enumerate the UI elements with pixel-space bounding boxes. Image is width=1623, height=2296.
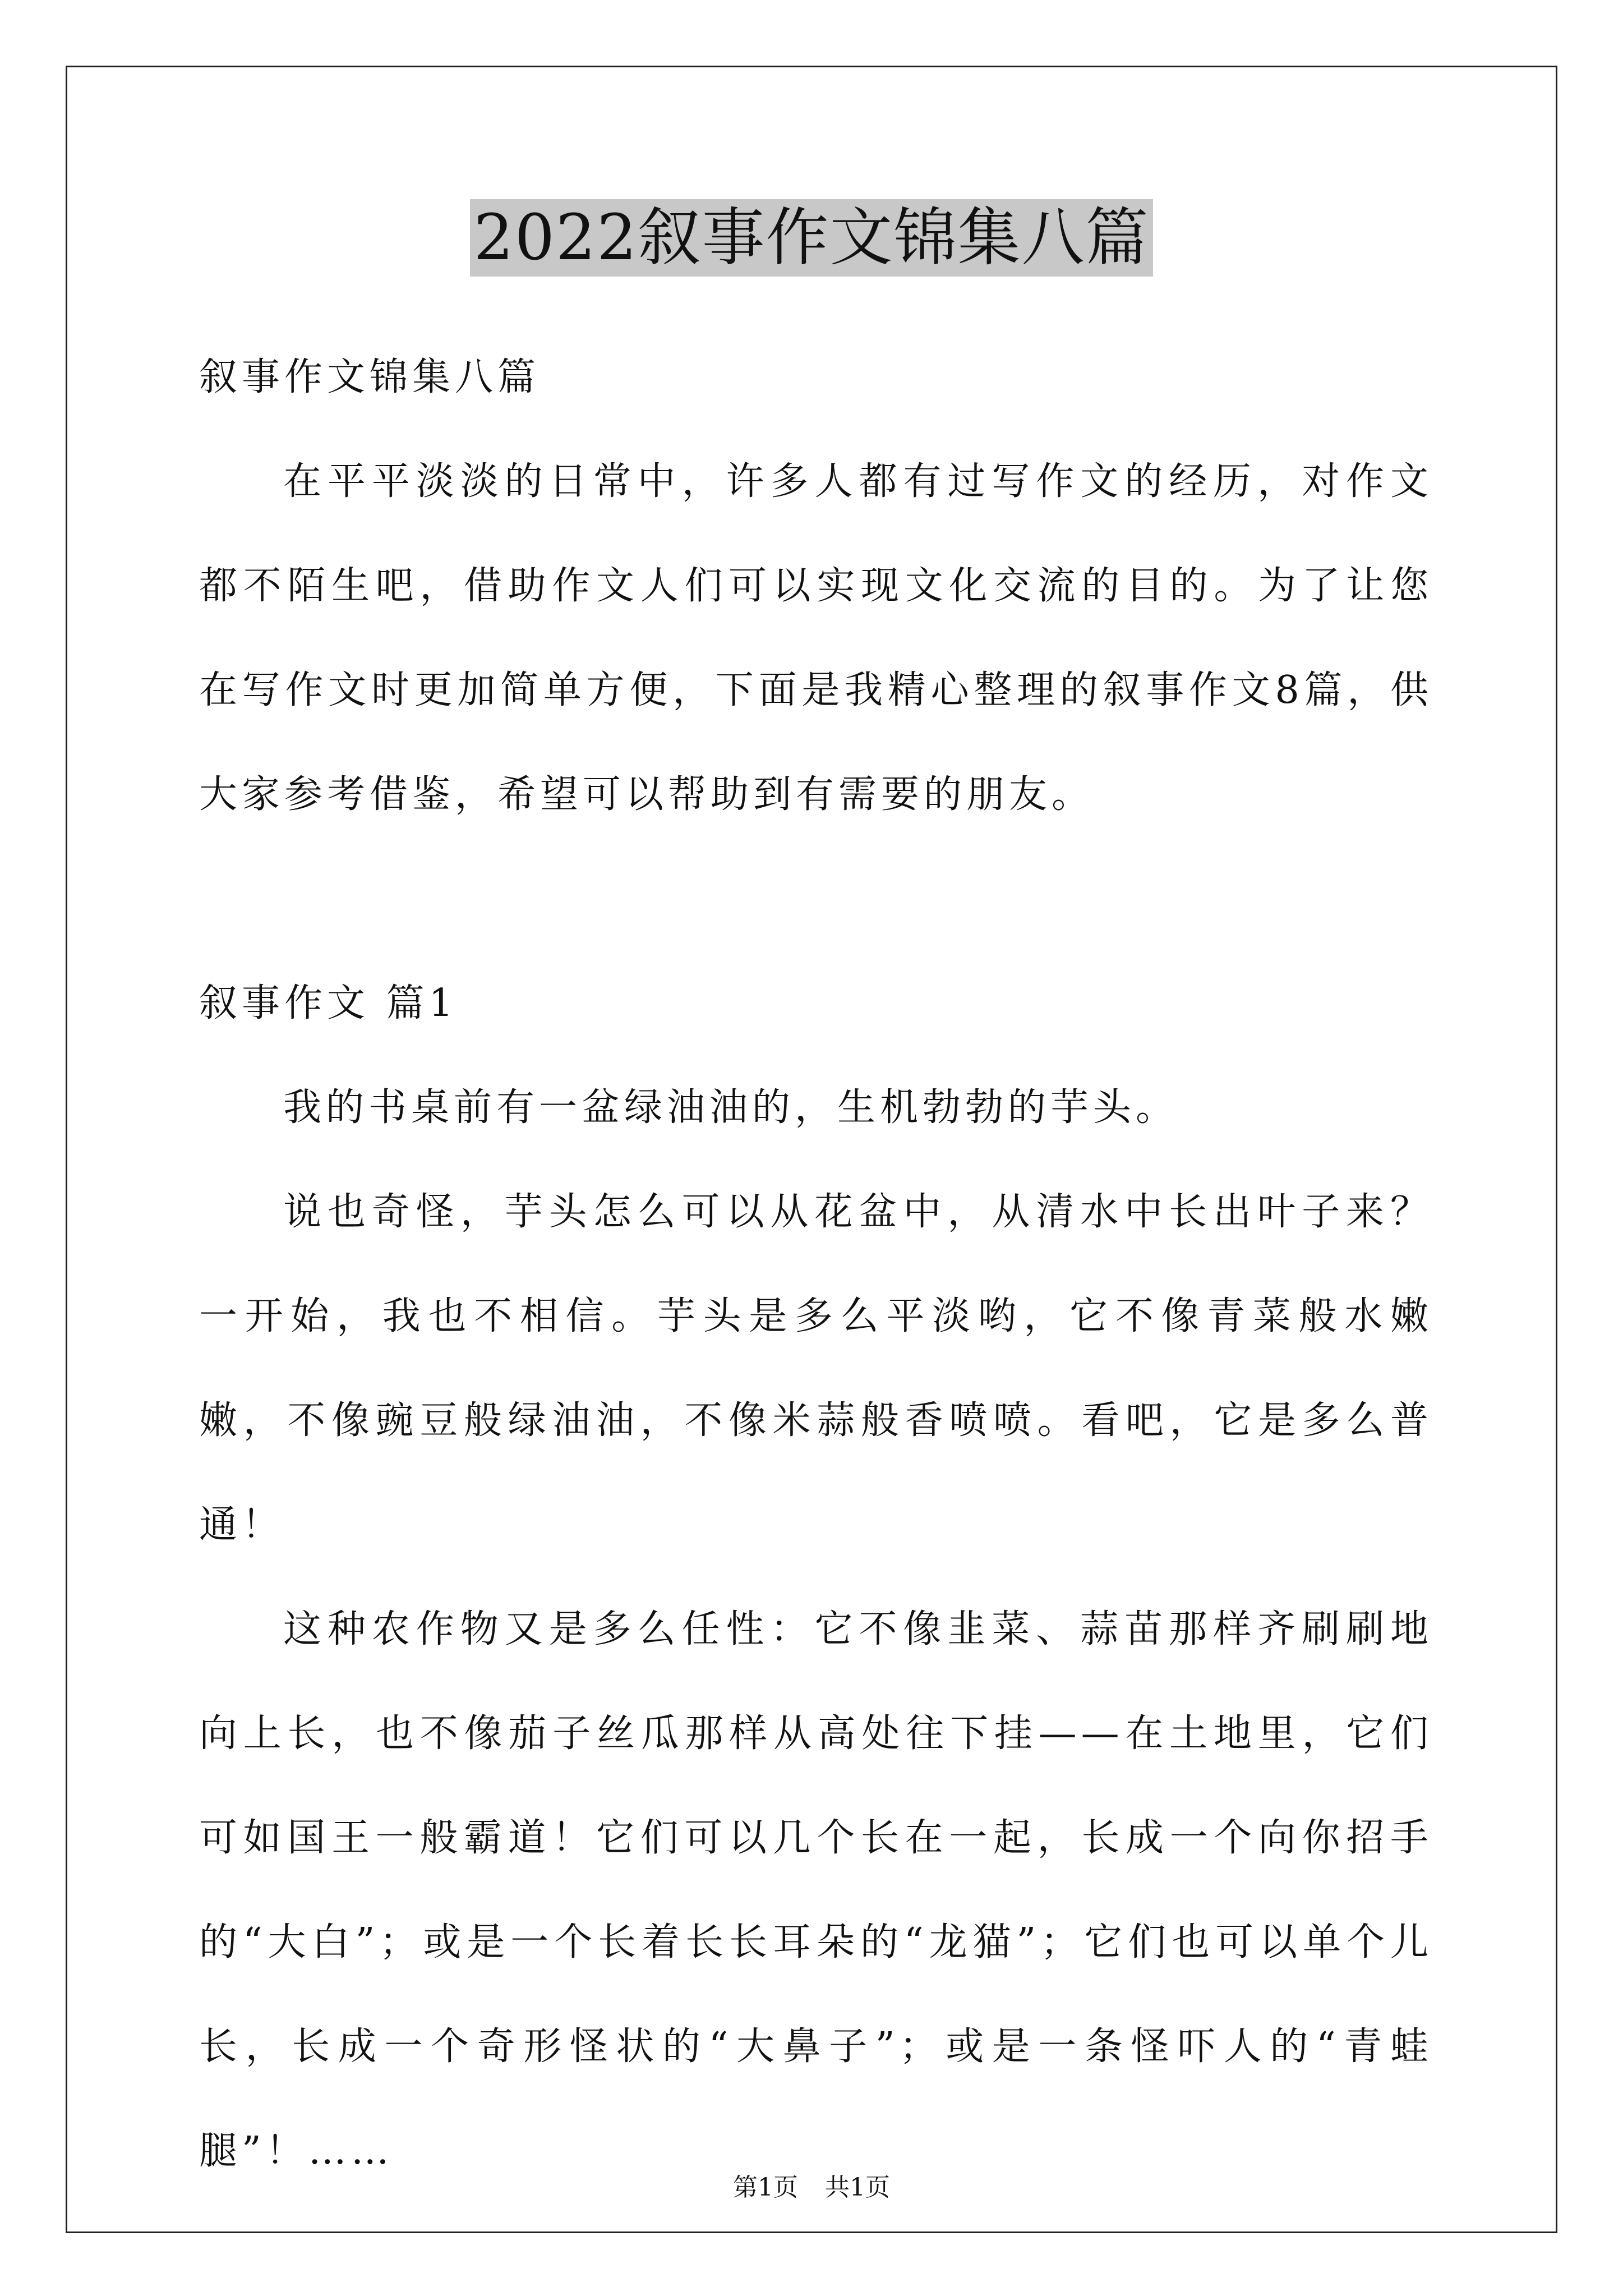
title-container [0,199,1623,277]
subtitle: 叙事作文锦集八篇 [199,355,541,399]
body-paragraph: 这种农作物又是多么任性：它不像韭菜、蒜苗那样齐刷刷地向上长，也不像茄子丝瓜那样从高处往下挂——在土地里，它们可如国王一般霸道！它们可以几个长在一起，长成一个向你招手的“大白”；或是一个长着长长耳朵的“龙猫”；它们也可以单个儿长，长成一个奇形怪状的“大鼻子”；或是一条怪吓人的“青蛙腿”！…… [199,1607,1433,2173]
section-heading: 叙事作文 篇1 [199,981,458,1025]
page-total: 共1页 [825,2173,890,2202]
spacer [199,847,1433,951]
intro-paragraph: 在平平淡淡的日常中，许多人都有过写作文的经历，对作文都不陌生吧，借助作文人们可以实现文化交流的目的。为了让您在写作文时更加简单方便，下面是我精心整理的叙事作文8篇，供大家参考借鉴，希望可以帮助到有需要的朋友。 [199,459,1433,817]
document-body [199,325,1433,2203]
page-number: 第1页 [733,2173,798,2202]
page-footer [0,2171,1623,2205]
body-paragraph: 说也奇怪，芋头怎么可以从花盆中，从清水中长出叶子来？一开始，我也不相信。芋头是多么平淡哟，它不像青菜般水嫩嫩，不像豌豆般绿油油，不像米蒜般香喷喷。看吧，它是多么普通！ [199,1190,1433,1547]
document-title: 2022叙事作文锦集八篇 [470,199,1152,277]
body-paragraph: 我的书桌前有一盆绿油油的，生机勃勃的芋头。 [283,1085,1179,1130]
